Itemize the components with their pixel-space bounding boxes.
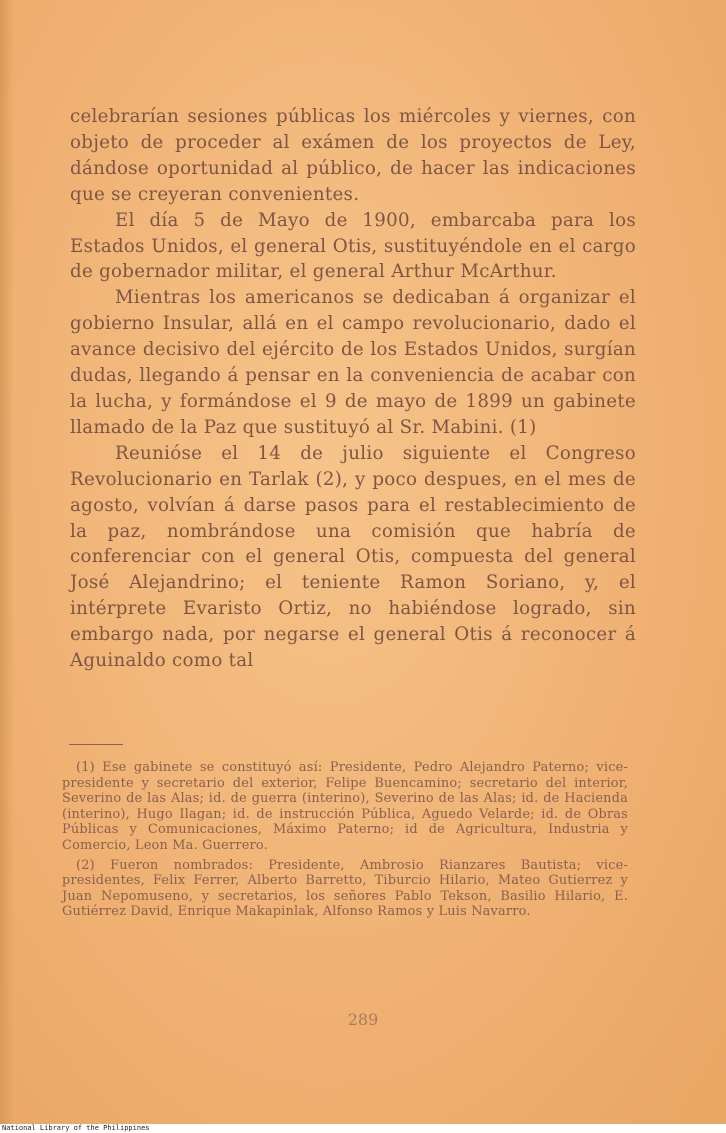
- footnotes: [62, 760, 628, 924]
- paragraph-1: celebrarían sesiones públicas los miércoles y viernes, con objeto de proceder al exámen de los proyectos de Ley, dándose oportunidad al público, de hacer las indicaciones que se creyeran convenientes.: [70, 106, 636, 205]
- page-spine-shadow: [0, 0, 14, 1124]
- library-credit: National Library of the Philippines: [2, 1124, 150, 1132]
- main-text: [70, 104, 636, 674]
- footnote-1: (1) Ese gabinete se constituyó así: Presidente, Pedro Alejandro Paterno; vice-presidente y secretario del exterior, Felipe Buencamino; secretario del interior, Severino de las Alas; id. de guerra (interino), Severino de las Alas; id. de Hacienda (interino), Hugo Ilagan; id. de instrucción Pública, Aguedo Velarde; id. de Obras Públicas y Comunicaciones, Máximo Paterno; id de Agricultura, Industria y Comercio, Leon Ma. Guerrero.: [62, 760, 628, 853]
- footnote-divider: [69, 744, 123, 745]
- page-number: 289: [347, 1010, 379, 1029]
- paragraph-4: Reunióse el 14 de julio siguiente el Congreso Revolucionario en Tarlak (2), y poco despues, en el mes de agosto, volvían á darse pasos para el restablecimiento de la paz, nombrándose una comisión que habría de conferenciar con el general Otis, compuesta del general José Alejandrino; el teniente Ramon Soriano, y, el intérprete Evaristo Ortiz, no habiéndose logrado, sin embargo nada, por negarse el general Otis á reconocer á Aguinaldo como tal: [70, 442, 636, 672]
- footnote-2: (2) Fueron nombrados: Presidente, Ambrosio Rianzares Bautista; vice-presidentes, Felix Ferrer, Alberto Barretto, Tiburcio Hilario, Mateo Gutierrez y Juan Nepomuseno, y secretarios, los señores Pablo Tekson, Basilio Hilario, E. Gutiérrez David, Enrique Makapinlak, Alfonso Ramos y Luis Navarro.: [62, 857, 628, 920]
- paragraph-2: El día 5 de Mayo de 1900, embarcaba para los Estados Unidos, el general Otis, sustituyéndole en el cargo de gobernador militar, el general Arthur McArthur.: [70, 209, 636, 283]
- paragraph-3: Mientras los americanos se dedicaban á organizar el gobierno Insular, allá en el campo revolucionario, dado el avance decisivo del ejército de los Estados Unidos, surgían dudas, llegando á pensar en la conveniencia de acabar con la lucha, y formándose el 9 de mayo de 1899 un gabinete llamado de la Paz que sustituyó al Sr. Mabini. (1): [70, 287, 636, 438]
